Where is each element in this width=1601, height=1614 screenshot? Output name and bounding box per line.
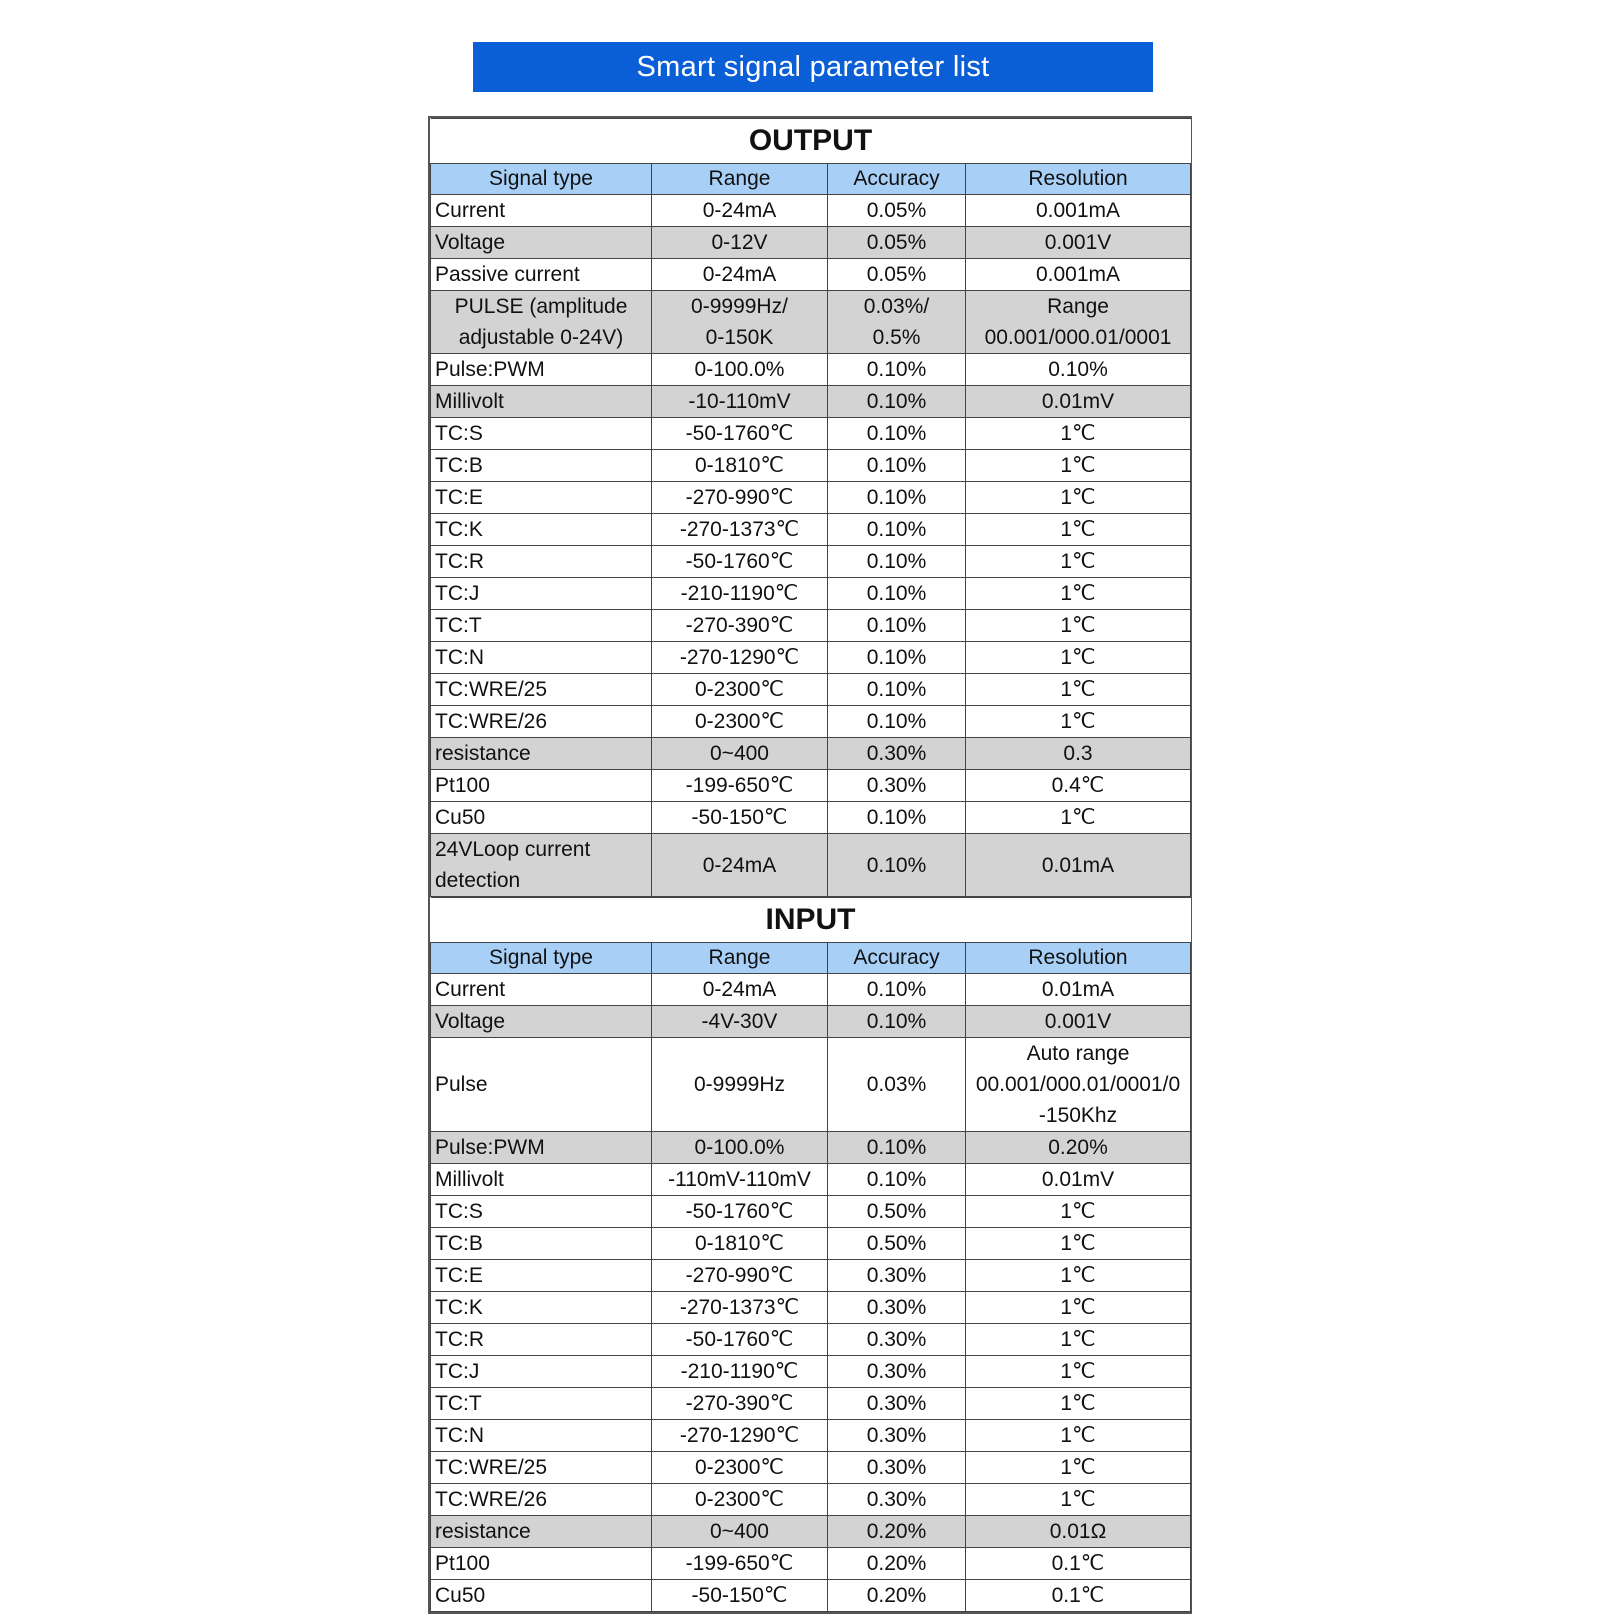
table-row (431, 386, 1191, 418)
table-row (431, 1420, 1191, 1452)
range-cell: 0-2300℃ (652, 1484, 828, 1516)
resolution-cell: 1℃ (966, 514, 1191, 546)
signal-type-cell: Millivolt (431, 386, 652, 418)
table-row (431, 450, 1191, 482)
range-cell: -270-390℃ (652, 1388, 828, 1420)
resolution-cell: 0.1℃ (966, 1580, 1191, 1612)
column-header-resolution: Resolution (966, 943, 1191, 974)
range-cell: -199-650℃ (652, 1548, 828, 1580)
accuracy-cell: 0.10% (828, 482, 966, 514)
range-cell: 0-1810℃ (652, 450, 828, 482)
range-cell: 0-24mA (652, 834, 828, 897)
table-row (431, 482, 1191, 514)
resolution-cell: 0.10% (966, 354, 1191, 386)
resolution-cell: 1℃ (966, 610, 1191, 642)
resolution-cell: 0.001mA (966, 259, 1191, 291)
accuracy-cell: 0.20% (828, 1516, 966, 1548)
column-header-range: Range (652, 943, 828, 974)
accuracy-cell: 0.03%/ 0.5% (828, 291, 966, 354)
range-cell: 0-1810℃ (652, 1228, 828, 1260)
range-cell: -110mV-110mV (652, 1164, 828, 1196)
resolution-cell: 0.3 (966, 738, 1191, 770)
accuracy-cell: 0.30% (828, 1356, 966, 1388)
input-table (430, 897, 1191, 1612)
range-cell: 0~400 (652, 1516, 828, 1548)
range-cell: -270-390℃ (652, 610, 828, 642)
accuracy-cell: 0.30% (828, 1324, 966, 1356)
resolution-cell: 0.20% (966, 1132, 1191, 1164)
accuracy-cell: 0.20% (828, 1548, 966, 1580)
resolution-cell: 1℃ (966, 1388, 1191, 1420)
resolution-cell: 1℃ (966, 1324, 1191, 1356)
accuracy-cell: 0.05% (828, 259, 966, 291)
resolution-cell: 0.1℃ (966, 1548, 1191, 1580)
accuracy-cell: 0.05% (828, 195, 966, 227)
accuracy-cell: 0.10% (828, 354, 966, 386)
resolution-cell: 0.01mA (966, 974, 1191, 1006)
range-cell: 0-9999Hz/ 0-150K (652, 291, 828, 354)
range-cell: 0-24mA (652, 974, 828, 1006)
range-cell: -270-1373℃ (652, 514, 828, 546)
accuracy-cell: 0.30% (828, 738, 966, 770)
range-cell: 0-2300℃ (652, 706, 828, 738)
range-cell: 0-12V (652, 227, 828, 259)
resolution-cell: 1℃ (966, 418, 1191, 450)
table-row (431, 1388, 1191, 1420)
table-row (431, 738, 1191, 770)
column-header-range: Range (652, 164, 828, 195)
accuracy-cell: 0.30% (828, 1388, 966, 1420)
table-row (431, 354, 1191, 386)
accuracy-cell: 0.30% (828, 1292, 966, 1324)
resolution-cell: 0.4℃ (966, 770, 1191, 802)
resolution-cell: 1℃ (966, 1196, 1191, 1228)
signal-type-cell: TC:E (431, 482, 652, 514)
accuracy-cell: 0.30% (828, 1260, 966, 1292)
accuracy-cell: 0.10% (828, 1132, 966, 1164)
signal-type-cell: Current (431, 974, 652, 1006)
signal-type-cell: Pulse (431, 1038, 652, 1132)
resolution-cell: 0.001V (966, 227, 1191, 259)
signal-type-cell: Passive current (431, 259, 652, 291)
range-cell: 0-24mA (652, 259, 828, 291)
resolution-cell: 1℃ (966, 802, 1191, 834)
page-title: Smart signal parameter list (636, 50, 990, 83)
accuracy-cell: 0.10% (828, 546, 966, 578)
resolution-cell: 1℃ (966, 1260, 1191, 1292)
signal-type-cell: TC:WRE/26 (431, 706, 652, 738)
signal-type-cell: TC:T (431, 1388, 652, 1420)
signal-type-cell: TC:N (431, 1420, 652, 1452)
accuracy-cell: 0.20% (828, 1580, 966, 1612)
accuracy-cell: 0.30% (828, 1452, 966, 1484)
resolution-cell: 1℃ (966, 642, 1191, 674)
table-row (431, 1228, 1191, 1260)
resolution-cell: 1℃ (966, 1228, 1191, 1260)
resolution-cell: 0.01mV (966, 1164, 1191, 1196)
range-cell: -270-1373℃ (652, 1292, 828, 1324)
table-row (431, 1356, 1191, 1388)
range-cell: 0-9999Hz (652, 1038, 828, 1132)
signal-type-cell: TC:J (431, 578, 652, 610)
output-section-title: OUTPUT (431, 119, 1191, 164)
signal-type-cell: TC:N (431, 642, 652, 674)
accuracy-cell: 0.05% (828, 227, 966, 259)
accuracy-cell: 0.10% (828, 386, 966, 418)
column-header-signal-type: Signal type (431, 943, 652, 974)
signal-type-cell: TC:WRE/25 (431, 674, 652, 706)
accuracy-cell: 0.10% (828, 514, 966, 546)
table-row (431, 1164, 1191, 1196)
range-cell: -210-1190℃ (652, 1356, 828, 1388)
table-row (431, 834, 1191, 897)
accuracy-cell: 0.03% (828, 1038, 966, 1132)
resolution-cell: 1℃ (966, 1356, 1191, 1388)
accuracy-cell: 0.10% (828, 418, 966, 450)
resolution-cell: 0.001V (966, 1006, 1191, 1038)
accuracy-cell: 0.10% (828, 674, 966, 706)
page-title-banner (473, 42, 1153, 92)
parameter-sheet (428, 116, 1192, 1614)
table-row (431, 418, 1191, 450)
signal-type-cell: TC:T (431, 610, 652, 642)
resolution-cell: 0.01mA (966, 834, 1191, 897)
signal-type-cell: Cu50 (431, 802, 652, 834)
range-cell: 0~400 (652, 738, 828, 770)
accuracy-cell: 0.10% (828, 642, 966, 674)
table-row (431, 610, 1191, 642)
signal-type-cell: Pulse:PWM (431, 1132, 652, 1164)
range-cell: -270-990℃ (652, 482, 828, 514)
input-section-title: INPUT (431, 898, 1191, 943)
accuracy-cell: 0.10% (828, 706, 966, 738)
table-row (431, 514, 1191, 546)
range-cell: -4V-30V (652, 1006, 828, 1038)
table-row (431, 1484, 1191, 1516)
signal-type-cell: Cu50 (431, 1580, 652, 1612)
range-cell: -50-1760℃ (652, 1196, 828, 1228)
signal-type-cell: TC:WRE/26 (431, 1484, 652, 1516)
resolution-cell: 1℃ (966, 546, 1191, 578)
signal-type-cell: resistance (431, 1516, 652, 1548)
column-header-signal-type: Signal type (431, 164, 652, 195)
accuracy-cell: 0.10% (828, 802, 966, 834)
table-row (431, 642, 1191, 674)
signal-type-cell: Current (431, 195, 652, 227)
table-row (431, 1260, 1191, 1292)
signal-type-cell: TC:S (431, 1196, 652, 1228)
signal-type-cell: Pt100 (431, 1548, 652, 1580)
table-row (431, 1006, 1191, 1038)
resolution-cell: 1℃ (966, 1484, 1191, 1516)
accuracy-cell: 0.30% (828, 1420, 966, 1452)
table-row (431, 974, 1191, 1006)
range-cell: 0-2300℃ (652, 674, 828, 706)
range-cell: -10-110mV (652, 386, 828, 418)
range-cell: 0-24mA (652, 195, 828, 227)
signal-type-cell: Voltage (431, 227, 652, 259)
table-row (431, 546, 1191, 578)
range-cell: -210-1190℃ (652, 578, 828, 610)
signal-type-cell: TC:K (431, 514, 652, 546)
resolution-cell: 1℃ (966, 1452, 1191, 1484)
input-header-row (431, 943, 1191, 974)
table-row (431, 578, 1191, 610)
signal-type-cell: TC:J (431, 1356, 652, 1388)
signal-type-cell: Voltage (431, 1006, 652, 1038)
table-row (431, 1580, 1191, 1612)
resolution-cell: 1℃ (966, 450, 1191, 482)
accuracy-cell: 0.30% (828, 770, 966, 802)
table-row (431, 259, 1191, 291)
range-cell: -50-1760℃ (652, 1324, 828, 1356)
table-row (431, 1452, 1191, 1484)
accuracy-cell: 0.50% (828, 1228, 966, 1260)
range-cell: -270-1290℃ (652, 1420, 828, 1452)
column-header-accuracy: Accuracy (828, 164, 966, 195)
signal-type-cell: TC:S (431, 418, 652, 450)
column-header-resolution: Resolution (966, 164, 1191, 195)
output-section-row (431, 119, 1191, 164)
range-cell: -270-990℃ (652, 1260, 828, 1292)
accuracy-cell: 0.10% (828, 578, 966, 610)
range-cell: -50-1760℃ (652, 418, 828, 450)
input-table-body (431, 898, 1191, 1612)
range-cell: -50-150℃ (652, 802, 828, 834)
table-row (431, 1292, 1191, 1324)
accuracy-cell: 0.30% (828, 1484, 966, 1516)
table-row (431, 195, 1191, 227)
range-cell: -50-150℃ (652, 1580, 828, 1612)
signal-type-cell: Pulse:PWM (431, 354, 652, 386)
table-row (431, 770, 1191, 802)
output-header-row (431, 164, 1191, 195)
accuracy-cell: 0.10% (828, 610, 966, 642)
signal-type-cell: Millivolt (431, 1164, 652, 1196)
accuracy-cell: 0.10% (828, 1164, 966, 1196)
signal-type-cell: resistance (431, 738, 652, 770)
resolution-cell: 1℃ (966, 482, 1191, 514)
range-cell: -50-1760℃ (652, 546, 828, 578)
table-row (431, 1548, 1191, 1580)
table-row (431, 291, 1191, 354)
signal-type-cell: TC:B (431, 1228, 652, 1260)
signal-type-cell: Pt100 (431, 770, 652, 802)
resolution-cell: Auto range 00.001/000.01/0001/0 -150Khz (966, 1038, 1191, 1132)
range-cell: -270-1290℃ (652, 642, 828, 674)
resolution-cell: Range 00.001/000.01/0001 (966, 291, 1191, 354)
resolution-cell: 0.001mA (966, 195, 1191, 227)
accuracy-cell: 0.10% (828, 834, 966, 897)
range-cell: 0-100.0% (652, 1132, 828, 1164)
table-row (431, 706, 1191, 738)
range-cell: 0-2300℃ (652, 1452, 828, 1484)
resolution-cell: 0.01mV (966, 386, 1191, 418)
resolution-cell: 0.01Ω (966, 1516, 1191, 1548)
table-row (431, 227, 1191, 259)
input-section-row (431, 898, 1191, 943)
output-table-body (431, 119, 1191, 897)
resolution-cell: 1℃ (966, 706, 1191, 738)
accuracy-cell: 0.10% (828, 974, 966, 1006)
signal-type-cell: TC:R (431, 546, 652, 578)
signal-type-cell: TC:K (431, 1292, 652, 1324)
accuracy-cell: 0.10% (828, 1006, 966, 1038)
table-row (431, 674, 1191, 706)
resolution-cell: 1℃ (966, 674, 1191, 706)
signal-type-cell: TC:R (431, 1324, 652, 1356)
table-row (431, 1132, 1191, 1164)
table-row (431, 1516, 1191, 1548)
signal-type-cell: PULSE (amplitude adjustable 0-24V) (431, 291, 652, 354)
resolution-cell: 1℃ (966, 1292, 1191, 1324)
signal-type-cell: 24VLoop current detection (431, 834, 652, 897)
column-header-accuracy: Accuracy (828, 943, 966, 974)
signal-type-cell: TC:E (431, 1260, 652, 1292)
signal-type-cell: TC:WRE/25 (431, 1452, 652, 1484)
table-row (431, 1324, 1191, 1356)
table-row (431, 802, 1191, 834)
range-cell: 0-100.0% (652, 354, 828, 386)
accuracy-cell: 0.10% (828, 450, 966, 482)
table-row (431, 1038, 1191, 1132)
accuracy-cell: 0.50% (828, 1196, 966, 1228)
resolution-cell: 1℃ (966, 578, 1191, 610)
output-table (430, 118, 1191, 897)
range-cell: -199-650℃ (652, 770, 828, 802)
signal-type-cell: TC:B (431, 450, 652, 482)
table-row (431, 1196, 1191, 1228)
resolution-cell: 1℃ (966, 1420, 1191, 1452)
